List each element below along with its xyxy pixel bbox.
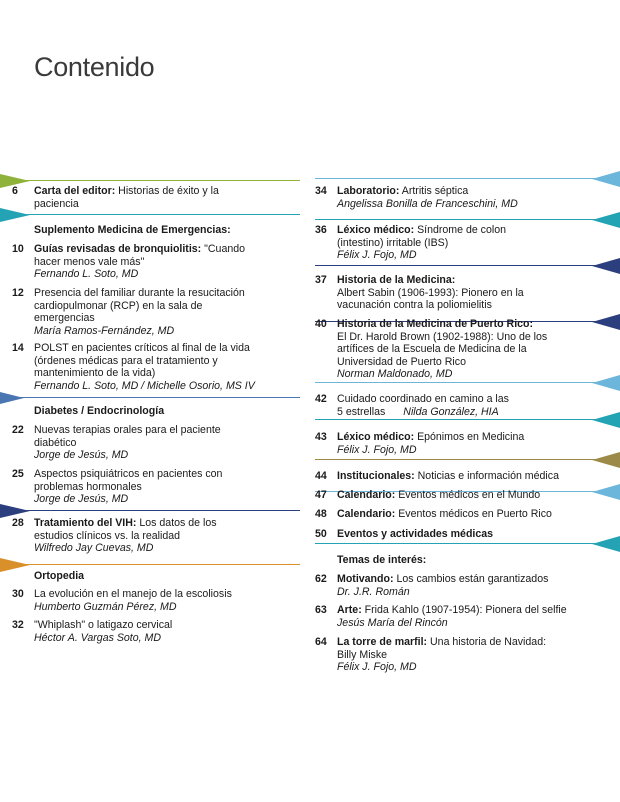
entry-title: Una historia de Navidad:	[427, 636, 547, 648]
entry-title-line: vacunación contra la poliomielitis	[337, 299, 492, 312]
page-number: 34	[315, 185, 327, 197]
page-number: 37	[315, 274, 327, 286]
entry-keyword: Guías revisadas de bronquiolitis:	[34, 243, 202, 255]
page-number: 62	[315, 573, 327, 585]
page-number: 48	[315, 508, 327, 520]
page-number: 6	[12, 185, 18, 197]
page-number: 47	[315, 489, 327, 501]
entry-title-line: estudios clínicos vs. la realidad	[34, 529, 181, 542]
teal-wedge-decoration	[592, 536, 620, 552]
lightblue-wedge-decoration	[592, 484, 620, 500]
entry-title-line: paciencia	[34, 197, 79, 210]
teal-wedge-decoration	[592, 212, 620, 228]
divider	[0, 180, 300, 181]
entry-keyword: Calendario:	[337, 489, 396, 501]
entry-author: Jorge de Jesús, MD	[34, 493, 129, 506]
divider	[315, 219, 620, 220]
entry-keyword: Calendario:	[337, 508, 396, 520]
page-number: 28	[12, 517, 24, 529]
teal-wedge-decoration	[0, 208, 30, 222]
entry-author: Humberto Guzmán Pérez, MD	[34, 600, 177, 613]
page-number: 32	[12, 619, 24, 631]
entry-title: Artritis séptica	[399, 185, 469, 197]
entry-author: Wilfredo Jay Cuevas, MD	[34, 542, 154, 555]
section-heading: Diabetes / Endocrinología	[34, 405, 165, 417]
section-heading: Ortopedia	[34, 570, 85, 582]
blue-wedge-decoration	[0, 392, 24, 404]
page-number: 64	[315, 636, 327, 648]
divider	[0, 564, 300, 565]
entry-author: Jorge de Jesús, MD	[34, 449, 129, 462]
entry-title: Historias de éxito y la	[115, 185, 219, 197]
page-number: 10	[12, 243, 24, 255]
entry-keyword: Tratamiento del VIH:	[34, 517, 137, 529]
entry-title: Aspectos psiquiátricos en pacientes con	[34, 468, 223, 480]
entry-title: La evolución en el manejo de la escoliosis	[34, 588, 232, 600]
entry-title-line: El Dr. Harold Brown (1902-1988): Uno de los	[337, 330, 548, 343]
divider	[0, 214, 300, 215]
page-number: 42	[315, 393, 327, 405]
entry-title-line: cardiopulmonar (RCP) en la sala de	[34, 299, 203, 312]
divider	[315, 382, 620, 383]
olive-wedge-decoration	[592, 452, 620, 468]
entry-title-line: problemas hormonales	[34, 480, 142, 493]
navy-wedge-decoration	[592, 314, 620, 330]
entry-title-line: artífices de la Escuela de Medicina de la	[337, 343, 527, 356]
lightblue-wedge-decoration	[592, 171, 620, 187]
section-heading: Suplemento Medicina de Emergencias:	[34, 224, 231, 236]
divider	[0, 397, 300, 398]
entry-keyword: Léxico médico:	[337, 431, 415, 443]
page-number: 40	[315, 318, 327, 330]
teal-wedge-decoration	[592, 412, 620, 428]
entry-keyword: Historia de la Medicina:	[337, 274, 456, 286]
entry-title-line: 5 estrellas	[337, 405, 386, 418]
entry-author: Dr. J.R. Román	[337, 585, 410, 598]
entry-author: Fernando L. Soto, MD / Michelle Osorio, MS IV	[34, 379, 255, 392]
divider	[315, 419, 620, 420]
page-number: 14	[12, 342, 24, 354]
page-number: 44	[315, 470, 327, 482]
entry-keyword: Historia de la Medicina de Puerto Rico:	[337, 318, 534, 330]
entry-title: Epónimos en Medicina	[414, 431, 525, 443]
entry-title: "Cuando	[201, 243, 246, 255]
orange-wedge-decoration	[0, 558, 30, 572]
entry-keyword: Léxico médico:	[337, 224, 415, 236]
page-title: Contenido	[34, 52, 155, 82]
divider	[315, 265, 620, 266]
page-number: 30	[12, 588, 24, 600]
entry-title: Eventos médicos en Puerto Rico	[395, 508, 552, 520]
entry-author: Nilda González, HIA	[403, 405, 499, 418]
entry-author: Fernando L. Soto, MD	[34, 268, 139, 281]
entry-author: Félix J. Fojo, MD	[337, 249, 417, 262]
entry-author: Héctor A. Vargas Soto, MD	[34, 631, 161, 644]
entry-author: María Ramos-Fernández, MD	[34, 324, 175, 337]
divider	[315, 459, 620, 460]
entry-title: Nuevas terapias orales para el paciente	[34, 424, 221, 436]
entry-keyword: Motivando:	[337, 573, 394, 585]
entry-title-line: Albert Sabin (1906-1993): Pionero en la	[337, 286, 524, 299]
entry-title: Los cambios están garantizados	[393, 573, 549, 585]
entry-title-line: Billy Miske	[337, 648, 388, 661]
entry-keyword: Eventos y actividades médicas	[337, 528, 494, 540]
entry-title: Síndrome de colon	[414, 224, 506, 236]
entry-title: Presencia del familiar durante la resucitación	[34, 287, 245, 299]
navy-wedge-decoration	[592, 258, 620, 274]
entry-title: Frida Kahlo (1907-1954): Pionera del selfie	[361, 604, 567, 616]
page-number: 43	[315, 431, 327, 443]
page-number: 25	[12, 468, 24, 480]
entry-title: Cuidado coordinado en camino a las	[337, 393, 509, 405]
entry-title-line: diabético	[34, 436, 77, 449]
entry-title-line: hacer menos vale más"	[34, 255, 145, 268]
entry-title-line: emergencias	[34, 312, 95, 325]
section-heading: Temas de interés:	[337, 554, 427, 566]
divider	[315, 543, 620, 544]
entry-keyword: Institucionales:	[337, 470, 415, 482]
entry-title: POLST en pacientes críticos al final de la vida	[34, 342, 250, 354]
page-number: 36	[315, 224, 327, 236]
entry-keyword: La torre de marfil:	[337, 636, 428, 648]
page-number: 63	[315, 604, 327, 616]
entry-title-line: mantenimiento de la vida)	[34, 367, 156, 380]
entry-keyword: Laboratorio:	[337, 185, 400, 197]
entry-author: Norman Maldonado, MD	[337, 368, 453, 381]
entry-title-line: (órdenes médicas para el tratamiento y	[34, 354, 218, 367]
entry-title-line: Universidad de Puerto Rico	[337, 355, 466, 368]
entry-title: Eventos médicos en el Mundo	[395, 489, 541, 501]
divider	[315, 178, 620, 179]
entry-title: "Whiplash" o latigazo cervical	[34, 619, 173, 631]
lightblue-wedge-decoration	[592, 375, 620, 391]
navy-wedge-decoration	[0, 504, 30, 518]
divider	[0, 510, 300, 511]
page-number: 22	[12, 424, 24, 436]
entry-title-line: (intestino) irritable (IBS)	[337, 236, 449, 249]
page-number: 12	[12, 287, 24, 299]
page-number: 50	[315, 528, 327, 540]
entry-author: Félix J. Fojo, MD	[337, 661, 417, 674]
entry-author: Angelissa Bonilla de Franceschini, MD	[337, 197, 518, 210]
entry-author: Félix J. Fojo, MD	[337, 443, 417, 456]
entry-keyword: Carta del editor:	[34, 185, 116, 197]
entry-title: Los datos de los	[136, 517, 217, 529]
entry-title: Noticias e información médica	[414, 470, 559, 482]
entry-author: Jesús María del Rincón	[337, 616, 448, 629]
entry-keyword: Arte:	[337, 604, 362, 616]
